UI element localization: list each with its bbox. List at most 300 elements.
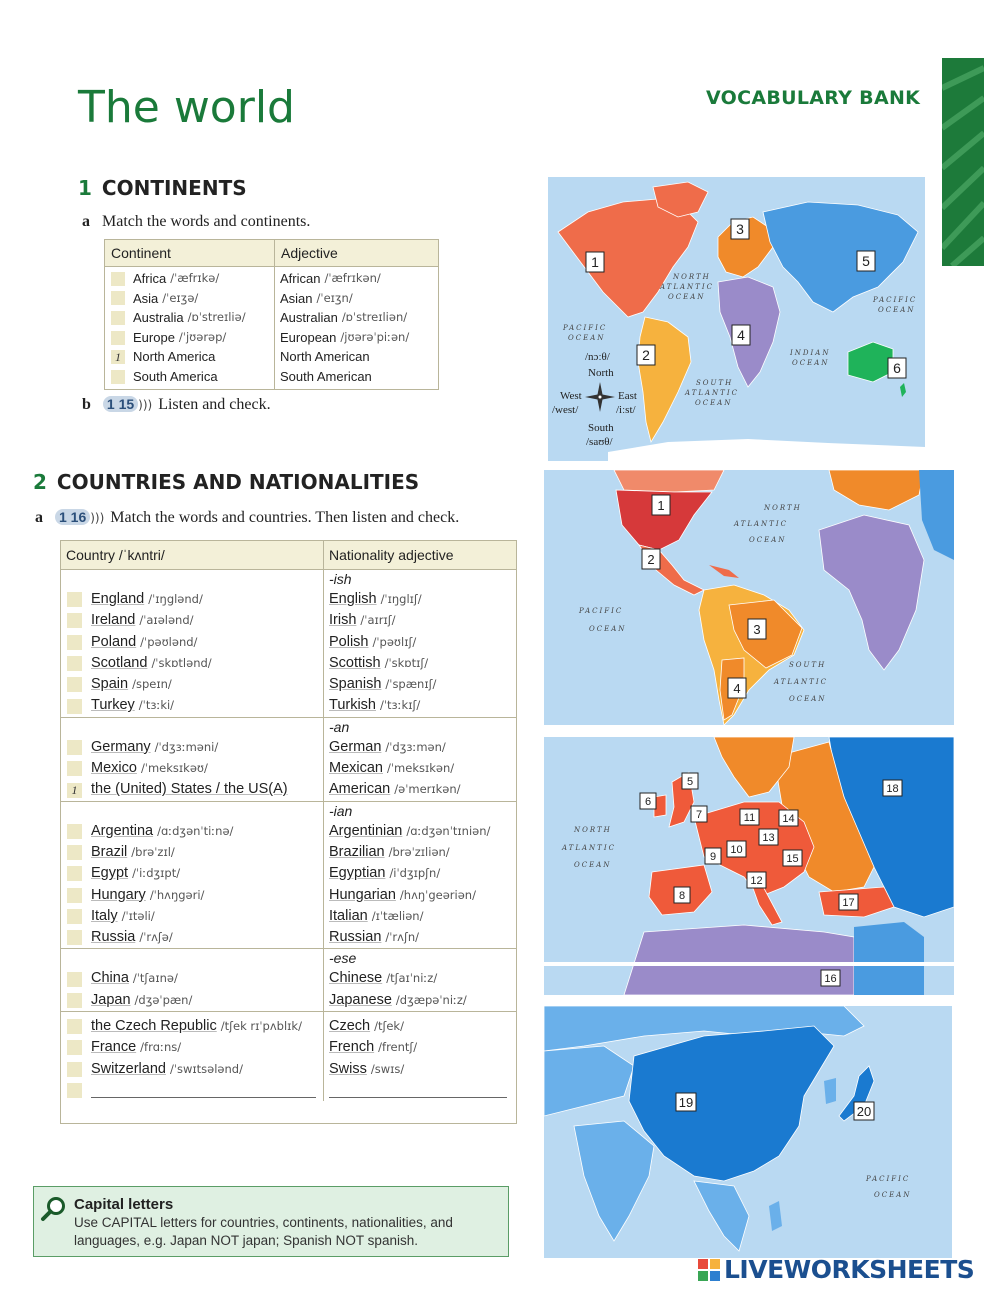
answer-box[interactable]	[111, 291, 125, 305]
nationality-group	[61, 949, 516, 1012]
page-title: The world	[78, 82, 295, 133]
country-name: Japan	[91, 991, 131, 1008]
canada-region	[614, 470, 724, 492]
adjective-word: South American	[280, 368, 372, 384]
ocean-label: ATLANTIC	[734, 520, 788, 528]
africa-region	[819, 515, 924, 670]
tip-line-1: Use CAPITAL letters for countries, continents, nationalities, and	[74, 1215, 453, 1230]
answer-box[interactable]	[67, 740, 82, 755]
country-row	[67, 632, 323, 653]
pronunciation: /ˈaɪrɪʃ/	[360, 613, 396, 628]
nationality-row	[329, 863, 516, 884]
pronunciation: /ˈspænɪʃ/	[385, 677, 437, 692]
country-name: Switzerland	[91, 1060, 166, 1077]
antarctica-region	[608, 439, 925, 461]
nationality-row	[329, 885, 516, 906]
ocean-label: OCEAN	[789, 695, 827, 703]
section-2a-instruction	[35, 509, 459, 527]
pronunciation: /ɑːdʒənˈtiːnə/	[157, 823, 234, 838]
pronunciation: /jʊərəˈpiːən/	[340, 329, 410, 344]
country-name: Brazil	[91, 843, 128, 860]
pronunciation: /ˈiːdʒɪpt/	[132, 866, 181, 881]
svg-text:1: 1	[657, 498, 665, 513]
nationality-word: Egyptian	[329, 865, 386, 882]
caribbean-region	[709, 565, 739, 578]
pronunciation: /ˈpəʊlɪʃ/	[372, 634, 417, 649]
country-row	[67, 863, 323, 884]
country-row	[67, 589, 323, 610]
svg-text:2: 2	[642, 347, 650, 363]
pronunciation: /ˈaɪələnd/	[139, 613, 194, 628]
section-2-title: COUNTRIES AND NATIONALITIES	[56, 470, 420, 494]
pronunciation: /tʃaɪˈniːz/	[386, 971, 438, 986]
svg-text:3: 3	[736, 221, 744, 237]
adjective-word: African	[280, 271, 321, 286]
south-america-region	[638, 317, 691, 442]
pronunciation: /ɪˈtæliən/	[371, 908, 424, 923]
continent-row	[105, 308, 274, 328]
section-1-heading	[78, 176, 247, 200]
map-number-box[interactable]	[676, 1093, 696, 1111]
continent-word: North America	[133, 349, 216, 365]
answer-box[interactable]	[67, 1040, 82, 1055]
ocean-label: OCEAN	[574, 861, 612, 869]
answer-box[interactable]	[67, 613, 82, 628]
central-asia-region	[544, 1046, 634, 1116]
pronunciation: /ˈhʌŋgəri/	[149, 887, 205, 902]
map-number-box[interactable]	[727, 841, 746, 857]
answer-box[interactable]	[67, 888, 82, 903]
answer-box[interactable]	[67, 592, 82, 607]
adjective-row	[275, 347, 438, 367]
liveworksheets-logo	[698, 1253, 994, 1287]
korea-region	[824, 1078, 836, 1104]
continent-row	[105, 289, 274, 309]
country-row	[67, 1016, 323, 1037]
country-row	[67, 885, 323, 906]
svg-text:16: 16	[824, 973, 837, 985]
nationality-row	[329, 695, 516, 716]
pronunciation: /ˈeɪʒə/	[162, 290, 199, 305]
pronunciation: /tʃek rɪˈpʌblɪk/	[220, 1019, 302, 1034]
item-letter: a	[35, 509, 43, 526]
map-number-box[interactable]	[747, 872, 766, 888]
ocean-label: OCEAN	[749, 536, 787, 544]
nationality-row	[329, 990, 516, 1011]
continents-table	[104, 239, 439, 390]
compass-north-ipa: /nɔːθ/	[585, 351, 610, 363]
continent-word: South America	[133, 368, 218, 384]
pronunciation: /hʌŋˈgeəriən/	[399, 887, 476, 902]
svg-text:2: 2	[647, 552, 655, 567]
pronunciation: /ɒˈstreɪliə/	[187, 310, 246, 325]
pronunciation: /ˈpəʊlənd/	[140, 634, 198, 649]
answer-box[interactable]	[67, 677, 82, 692]
column-header-adjective: Adjective	[281, 245, 338, 261]
country-row	[67, 1037, 323, 1058]
nationality-row	[329, 1037, 516, 1058]
world-map	[548, 177, 925, 461]
southeast-asia-region	[694, 1181, 749, 1251]
australia-region	[848, 342, 893, 382]
nationality-row	[329, 758, 516, 779]
answer-box[interactable]	[111, 370, 125, 384]
nationality-group	[61, 1012, 516, 1101]
blank-nationality-row	[329, 1080, 516, 1101]
compass-west-ipa: /west/	[552, 404, 579, 416]
vocabulary-bank-label: VOCABULARY BANK	[706, 87, 921, 109]
asia-region	[919, 470, 954, 560]
pronunciation: /ˈtɜːkɪʃ/	[380, 698, 421, 713]
nationality-row	[329, 906, 516, 927]
country-row	[67, 906, 323, 927]
svg-text:20: 20	[856, 1104, 872, 1119]
nationality-group	[61, 802, 516, 950]
nationality-row	[329, 821, 516, 842]
pronunciation: /ˈmeksɪkəʊ/	[140, 761, 208, 776]
europe-map	[544, 737, 954, 995]
item-letter: b	[82, 396, 91, 413]
item-letter: a	[82, 213, 90, 230]
country-row	[67, 737, 323, 758]
map-number-box[interactable]	[652, 495, 670, 515]
svg-text:10: 10	[730, 844, 743, 856]
continent-word: Europe	[133, 329, 175, 345]
nationality-word: Spanish	[329, 676, 382, 693]
pronunciation: /ˈrʌʃn/	[385, 930, 419, 945]
section-2-number: 2	[33, 470, 47, 494]
pronunciation: /ˈmeksɪkən/	[387, 761, 455, 776]
nationality-row	[329, 737, 516, 758]
pronunciation: /ˈɪŋglənd/	[148, 592, 203, 606]
nationality-word: Argentinian	[329, 822, 403, 839]
answer-box[interactable]	[67, 699, 82, 714]
ocean-label: PACIFIC	[563, 324, 608, 332]
philippines-region	[769, 1201, 782, 1231]
country-row	[67, 674, 323, 695]
map-number-box[interactable]	[839, 894, 858, 910]
answer-box[interactable]	[67, 656, 82, 671]
instruction-text: Match the words and countries. Then listen and check.	[110, 509, 460, 526]
country-name: Italy	[91, 907, 118, 924]
nationality-word: Swiss	[329, 1060, 367, 1077]
column-header-continent: Continent	[105, 240, 275, 266]
svg-text:7: 7	[695, 809, 703, 821]
continent-word: Australia	[133, 310, 184, 326]
answer-box[interactable]	[67, 1083, 82, 1098]
nationality-row	[329, 589, 516, 610]
blank-country-input[interactable]	[91, 1084, 316, 1098]
map-number-box[interactable]	[731, 219, 749, 239]
audio-track-button[interactable]: 1 15	[103, 396, 138, 412]
answer-box[interactable]	[67, 909, 82, 924]
map-number-box[interactable]	[637, 345, 655, 365]
ocean-label: PACIFIC	[866, 1175, 911, 1183]
nationality-word: Chinese	[329, 970, 383, 987]
answer-box[interactable]	[67, 972, 82, 987]
section-1-number: 1	[78, 176, 92, 200]
nationality-row	[329, 653, 516, 674]
svg-text:14: 14	[782, 813, 795, 825]
country-name: Egypt	[91, 865, 129, 882]
ocean-label: ATLANTIC	[562, 844, 616, 852]
pronunciation: /ˈjʊərəp/	[178, 329, 227, 344]
continent-word: Asia	[133, 290, 159, 306]
svg-text:9: 9	[709, 851, 717, 863]
liveworksheets-mark-icon	[698, 1259, 720, 1281]
country-row	[67, 821, 323, 842]
pronunciation: /ˈɪtəli/	[121, 908, 155, 923]
svg-text:15: 15	[786, 853, 799, 865]
nationality-word: French	[329, 1039, 375, 1056]
section-2-heading	[33, 470, 419, 494]
section-1b-instruction	[82, 396, 271, 414]
country-row	[67, 990, 323, 1011]
country-name: Germany	[91, 738, 151, 755]
section-1a-instruction	[82, 213, 310, 231]
map-number-box[interactable]	[857, 251, 875, 271]
svg-text:17: 17	[842, 897, 855, 909]
answer-box[interactable]	[111, 331, 125, 345]
svg-text:19: 19	[678, 1095, 694, 1110]
nationality-row	[329, 1059, 516, 1080]
svg-text:12: 12	[750, 875, 763, 887]
audio-track-button[interactable]: 1 16	[55, 509, 90, 525]
ocean-label: OCEAN	[792, 359, 830, 367]
pronunciation: /ˈtɜːki/	[138, 698, 175, 713]
map-number-box[interactable]	[640, 793, 656, 809]
suffix-label: -an	[329, 718, 350, 735]
answer-box[interactable]	[67, 845, 82, 860]
map-number-box[interactable]	[642, 549, 660, 569]
svg-text:3: 3	[753, 622, 761, 637]
nationality-word: Brazilian	[329, 843, 385, 860]
answer-box[interactable]	[67, 993, 82, 1008]
country-row	[67, 610, 323, 631]
tip-title: Capital letters	[74, 1196, 174, 1213]
column-header-nationality: Nationality adjective	[329, 547, 454, 563]
nationality-word: Czech	[329, 1018, 371, 1035]
svg-text:5: 5	[862, 253, 870, 269]
pronunciation: /ˈrʌʃə/	[139, 930, 173, 945]
answer-box[interactable]: 1	[67, 783, 82, 798]
ocean-label: ATLANTIC	[685, 389, 739, 397]
answer-box[interactable]	[67, 1019, 82, 1034]
continent-word: Africa	[133, 271, 167, 286]
map-number-box[interactable]	[732, 325, 750, 345]
country-row	[67, 968, 323, 989]
adjective-row	[275, 269, 438, 289]
asia-map	[544, 1006, 952, 1258]
map-number-box[interactable]	[883, 780, 902, 796]
new-zealand-region	[900, 383, 906, 397]
americas-map	[544, 470, 954, 725]
ocean-label: NORTH	[673, 273, 711, 281]
answer-box[interactable]	[67, 930, 82, 945]
ocean-label: OCEAN	[874, 1191, 912, 1199]
svg-text:6: 6	[644, 796, 652, 808]
adjective-row	[275, 289, 438, 309]
nationality-row	[329, 779, 516, 800]
nationality-word: Irish	[329, 612, 357, 629]
continent-row	[105, 269, 274, 289]
map-number-box[interactable]	[748, 619, 766, 639]
answer-box[interactable]	[67, 761, 82, 776]
continent-row	[105, 367, 274, 387]
map-number-box[interactable]	[888, 358, 906, 378]
pronunciation: /ˈswɪtsələnd/	[169, 1061, 243, 1076]
pronunciation: /brəˈzɪl/	[131, 844, 175, 859]
answer-box[interactable]	[111, 272, 125, 286]
middle-east-region	[854, 922, 924, 995]
pronunciation: /əˈmerɪkən/	[394, 782, 461, 797]
answer-box[interactable]	[67, 1062, 82, 1077]
answer-box[interactable]	[67, 824, 82, 839]
nationality-row	[329, 1016, 516, 1037]
pronunciation: /ˈdʒɜːməni/	[154, 739, 219, 754]
ocean-label: PACIFIC	[579, 607, 624, 615]
map-number-box[interactable]	[682, 773, 698, 789]
instruction-text: Match the words and continents.	[102, 213, 311, 230]
ocean-label: INDIAN	[790, 349, 831, 357]
nationality-word: German	[329, 738, 382, 755]
answer-box[interactable]: 1	[111, 350, 125, 364]
map-number-box[interactable]	[821, 970, 840, 986]
china-region	[629, 1026, 834, 1181]
nationality-word: Turkish	[329, 697, 376, 714]
compass-south-ipa: /saʊθ/	[586, 436, 613, 448]
nationality-word: Mexican	[329, 760, 383, 777]
nationality-word: Scottish	[329, 654, 381, 671]
svg-text:18: 18	[886, 783, 899, 795]
audio-wave-icon: )))	[90, 511, 105, 525]
nationality-row	[329, 610, 516, 631]
compass-north: North	[588, 367, 614, 379]
ocean-label: OCEAN	[695, 399, 733, 407]
country-row	[67, 758, 323, 779]
nationality-row	[329, 674, 516, 695]
compass-south: South	[588, 422, 614, 434]
country-name: Scotland	[91, 654, 148, 671]
pronunciation: /tʃek/	[374, 1019, 404, 1034]
adjective-row	[275, 328, 438, 348]
country-row	[67, 695, 323, 716]
pronunciation: /ˈɪŋglɪʃ/	[380, 592, 422, 606]
svg-text:5: 5	[686, 776, 694, 788]
map-number-box[interactable]	[705, 848, 721, 864]
nationality-word: Italian	[329, 907, 368, 924]
ocean-label: ATLANTIC	[774, 678, 828, 686]
map-number-box[interactable]	[759, 829, 778, 845]
ocean-label: OCEAN	[878, 306, 916, 314]
country-name: France	[91, 1039, 137, 1056]
map-number-box[interactable]	[854, 1102, 874, 1120]
pronunciation: /ˈæfrɪkən/	[324, 271, 381, 285]
adjective-word: Asian	[280, 290, 313, 306]
nationality-group	[61, 570, 516, 718]
country-row	[67, 1059, 323, 1080]
map-number-box[interactable]	[779, 810, 798, 826]
answer-box[interactable]	[111, 311, 125, 325]
europe-region	[829, 470, 924, 510]
map-number-box[interactable]	[691, 806, 707, 822]
pronunciation: /ˈskɒtɪʃ/	[384, 655, 429, 670]
country-name: Spain	[91, 676, 129, 693]
pronunciation: /dʒəˈpæn/	[134, 992, 193, 1007]
pronunciation: /frɑːns/	[140, 1040, 182, 1055]
ocean-label: OCEAN	[589, 625, 627, 633]
svg-text:8: 8	[678, 890, 686, 902]
map-number-box[interactable]	[586, 252, 604, 272]
pronunciation: /brəˈzɪliən/	[388, 844, 450, 859]
continent-row	[105, 328, 274, 348]
adjective-row	[275, 308, 438, 328]
map-number-box[interactable]	[728, 678, 746, 698]
compass-east: East	[618, 390, 637, 402]
nationality-word: English	[329, 591, 377, 607]
adjective-word: Australian	[280, 310, 338, 326]
country-row	[67, 927, 323, 948]
svg-text:11: 11	[743, 812, 756, 824]
answer-box[interactable]	[67, 635, 82, 650]
nationality-word: American	[329, 781, 391, 798]
adjective-word: European	[280, 329, 337, 345]
country-row	[67, 842, 323, 863]
column-header-country: Country /ˈkʌntri/	[61, 541, 324, 569]
svg-text:1: 1	[591, 254, 599, 270]
country-name: Turkey	[91, 697, 135, 714]
nationality-word: Japanese	[329, 991, 392, 1008]
country-name: Argentina	[91, 822, 154, 839]
ocean-label: OCEAN	[668, 293, 706, 301]
pronunciation: /speɪn/	[132, 677, 172, 692]
compass-west: West	[560, 390, 582, 402]
nationality-row	[329, 632, 516, 653]
map-number-box[interactable]	[783, 850, 802, 866]
blank-nationality-input[interactable]	[329, 1084, 507, 1098]
map-number-box[interactable]	[674, 887, 690, 903]
svg-text:4: 4	[733, 681, 741, 696]
nationality-word: Hungarian	[329, 886, 396, 903]
compass-rose	[552, 351, 637, 448]
answer-box[interactable]	[67, 866, 82, 881]
country-name: Mexico	[91, 760, 137, 777]
blank-country-row	[67, 1080, 323, 1101]
ocean-label: PACIFIC	[873, 296, 918, 304]
pronunciation: /ˈskɒtlənd/	[151, 655, 212, 670]
magnifier-icon	[40, 1195, 68, 1223]
adjective-row	[275, 367, 438, 387]
capital-letters-tip	[33, 1186, 509, 1257]
adjective-word: North American	[280, 349, 370, 365]
map-number-box[interactable]	[740, 809, 759, 825]
suffix-label: -ian	[329, 802, 353, 819]
pronunciation: /dʒæpəˈniːz/	[395, 992, 467, 1007]
country-name: China	[91, 970, 129, 987]
suffix-label: -ish	[329, 571, 352, 587]
country-name: the (United) States / the US(A)	[91, 781, 288, 798]
india-region	[574, 1121, 654, 1241]
section-1-title: CONTINENTS	[101, 176, 247, 200]
suffix-label: -ese	[329, 950, 357, 967]
svg-text:4: 4	[737, 327, 745, 343]
country-name: Hungary	[91, 886, 146, 903]
country-name: Poland	[91, 633, 137, 650]
instruction-text: Listen and check.	[158, 396, 271, 413]
svg-text:6: 6	[893, 360, 901, 376]
ocean-label: SOUTH	[696, 379, 734, 387]
country-name: England	[91, 591, 145, 607]
